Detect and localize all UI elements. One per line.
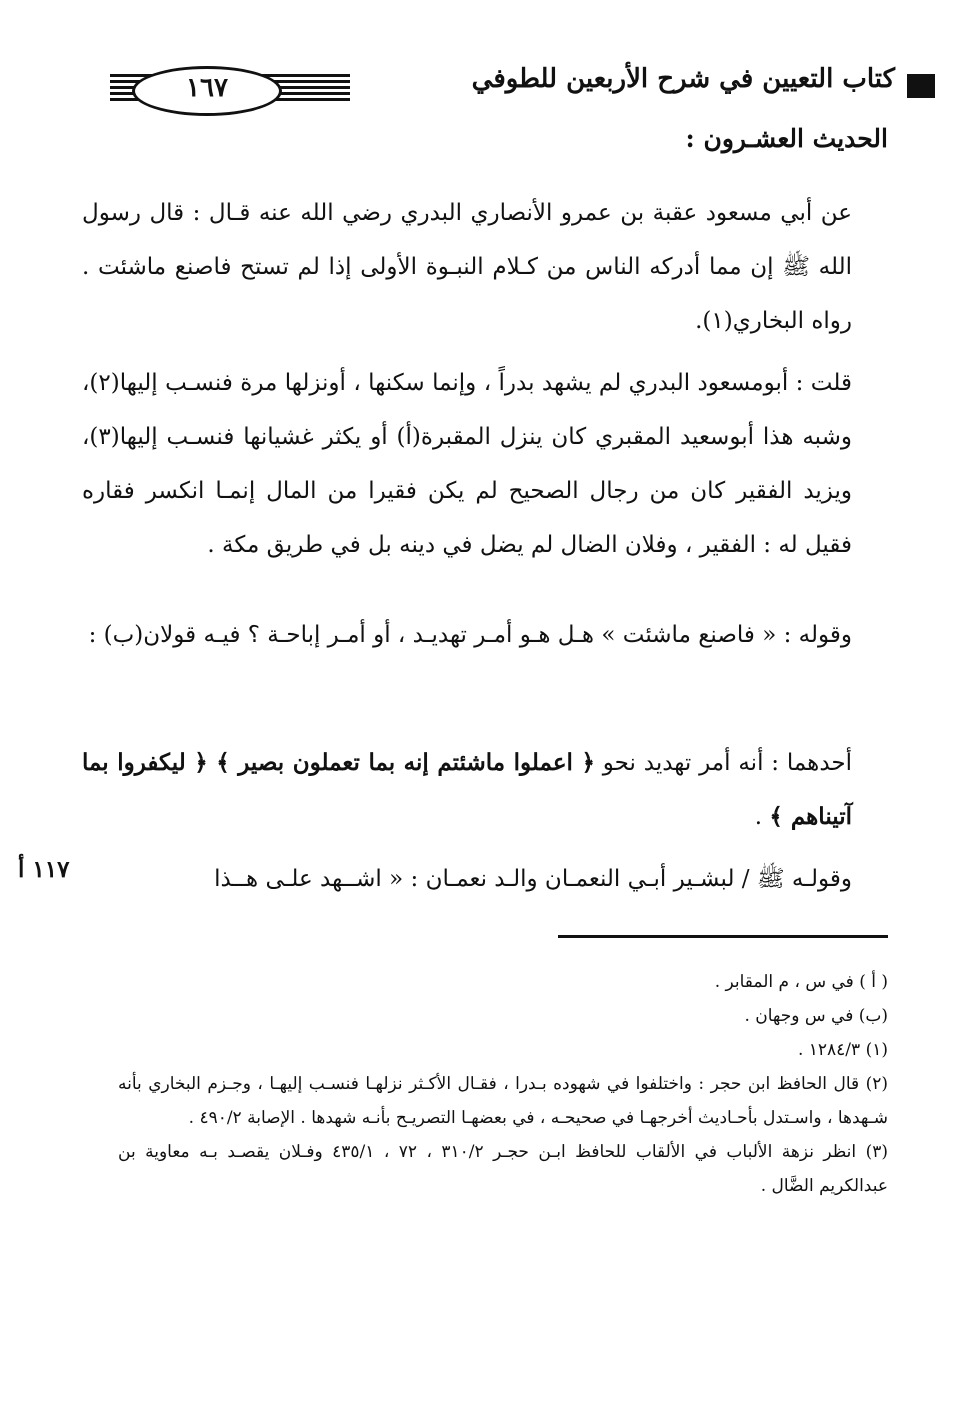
footnote-a: ( أ ) في س ، م المقابر . — [714, 972, 888, 992]
page-number: ١٦٧ — [186, 73, 228, 103]
footnote-separator — [558, 935, 888, 938]
paragraph-question: وقوله : « فاصنع ماشئت » هـل هـو أمـر تهديـد ، أو أمـر إباحـة ؟ فيـه قولان(ب) : — [88, 622, 852, 648]
first-opinion-end: . — [754, 804, 763, 830]
paragraph-bashir: وقولـه ﷺ / لبشـير أبـي النعمـان والـد نعمـان : « اشــهد علـى هــذا — [214, 866, 852, 892]
footnote-2: (٢) قال الحافظ ابن حجر : واختلفوا في شهوده بـدرا ، فقـال الأكـثر نزلهـا فنسـب إليهـا ، وجـزم البخاري بأنه شـهدها ، واسـتدل بأحـاديث أخرجهـا في صحيحـه ، في بعضهـا التصريـح بأنـه شهدها . الإصابة ٤٩٠/٢ . — [118, 1074, 888, 1128]
section-heading: الحديث العشـرون : — [685, 124, 888, 153]
first-opinion-text: أحدهما : أنه أمر تهديد نحو — [602, 750, 852, 776]
header-band — [110, 66, 350, 110]
book-title: كتاب التعيين في شرح الأربعين للطوفي — [471, 64, 895, 94]
footnotes — [118, 965, 888, 1203]
running-header — [110, 60, 895, 116]
paragraph-hadith: عن أبي مسعود عقبة بن عمرو الأنصاري البدري رضي الله عنه قـال : قال رسول الله ﷺ إن مما أدركه الناس من كـلام النبـوة الأولى إذا لم تستح فاصنع ماشئت . رواه البخاري(١). — [82, 200, 852, 334]
footnote-1: (١) ١٢٨٤/٣ . — [797, 1040, 888, 1060]
footnote-3: (٣) انظر نزهة الألباب في الألقاب للحافظ ابـن حجـر ٣١٠/٢ ، ٧٢ ، ٤٣٥/١ وفـلان يقصـد بـه معاوية بن عبدالكريم الضَّال . — [118, 1142, 888, 1196]
paragraph-commentary: قلت : أبومسعود البدري لم يشهد بدراً ، وإنما سكنها ، أونزلها مرة فنسـب إليها(٢)، وشبه هذا أبوسعيد المقبري كان ينزل المقبرة(أ) أو يكثر غشيانها فنسـب إليها(٣)، ويزيد الفقير كان من رجال الصحيح لم يكن فقيرا من المال إنمـا انكسر فقاره فقيل له : الفقير ، وفلان الضال لم يضل في دينه بل في طريق مكة . — [82, 370, 852, 558]
header-ornament — [907, 74, 935, 98]
manuscript-folio-marker: ١١٧ أ — [18, 856, 70, 883]
paragraph-first-opinion — [82, 736, 888, 844]
quran-verse: ﴿ اعملوا ماشئتم إنه بما تعملون بصير ﴾ ﴿ ليكفروا بما آتيناهم ﴾ — [82, 749, 852, 830]
footnote-b: (ب) في س وجهان . — [744, 1006, 888, 1026]
